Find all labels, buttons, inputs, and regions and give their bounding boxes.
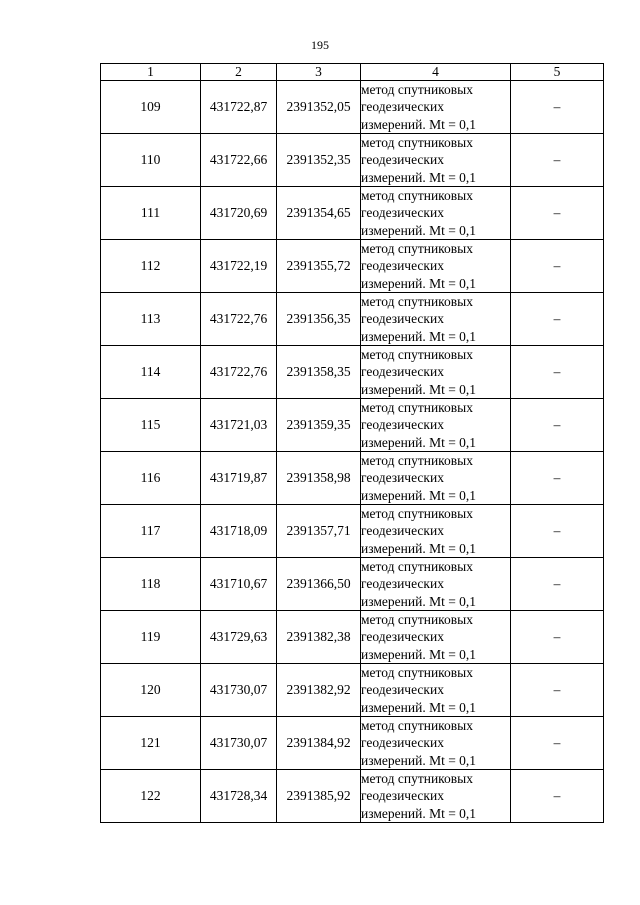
note: – [511,187,604,240]
point-number: 119 [101,611,201,664]
coord-x: 431722,76 [201,346,277,399]
coord-y: 2391385,92 [277,770,361,823]
note: – [511,505,604,558]
coord-x: 431722,87 [201,81,277,134]
method-description: метод спутниковых геодезических измерений. Mt = 0,1 [361,293,511,346]
header-col-3: 3 [277,64,361,81]
method-description: метод спутниковых геодезических измерений. Mt = 0,1 [361,717,511,770]
header-col-1: 1 [101,64,201,81]
coord-y: 2391357,71 [277,505,361,558]
point-number: 116 [101,452,201,505]
method-description: метод спутниковых геодезических измерений. Mt = 0,1 [361,81,511,134]
coord-x: 431722,66 [201,134,277,187]
coord-y: 2391366,50 [277,558,361,611]
table-header [101,64,604,81]
coord-y: 2391355,72 [277,240,361,293]
method-description: метод спутниковых геодезических измерений. Mt = 0,1 [361,505,511,558]
point-number: 121 [101,717,201,770]
point-number: 110 [101,134,201,187]
method-description: метод спутниковых геодезических измерений. Mt = 0,1 [361,664,511,717]
method-description: метод спутниковых геодезических измерений. Mt = 0,1 [361,399,511,452]
table-row [101,452,604,505]
coord-x: 431720,69 [201,187,277,240]
point-number: 109 [101,81,201,134]
point-number: 122 [101,770,201,823]
table-row [101,346,604,399]
coord-x: 431730,07 [201,717,277,770]
note: – [511,134,604,187]
note: – [511,293,604,346]
coord-x: 431721,03 [201,399,277,452]
coord-y: 2391352,35 [277,134,361,187]
note: – [511,611,604,664]
note: – [511,664,604,717]
table-row [101,611,604,664]
table-row [101,240,604,293]
table-row [101,187,604,240]
method-description: метод спутниковых геодезических измерений. Mt = 0,1 [361,240,511,293]
point-number: 111 [101,187,201,240]
point-number: 118 [101,558,201,611]
coord-x: 431718,09 [201,505,277,558]
table-row [101,293,604,346]
table-row [101,717,604,770]
coord-y: 2391384,92 [277,717,361,770]
point-number: 113 [101,293,201,346]
coord-y: 2391352,05 [277,81,361,134]
header-col-5: 5 [511,64,604,81]
note: – [511,770,604,823]
coord-x: 431722,76 [201,293,277,346]
note: – [511,452,604,505]
coordinates-table [100,63,604,823]
coord-y: 2391358,98 [277,452,361,505]
table-row [101,134,604,187]
note: – [511,717,604,770]
note: – [511,240,604,293]
table-body [101,81,604,823]
table-row [101,399,604,452]
point-number: 114 [101,346,201,399]
table-row [101,81,604,134]
coord-y: 2391382,92 [277,664,361,717]
point-number: 117 [101,505,201,558]
table-row [101,505,604,558]
header-col-4: 4 [361,64,511,81]
coord-y: 2391359,35 [277,399,361,452]
method-description: метод спутниковых геодезических измерений. Mt = 0,1 [361,187,511,240]
coord-y: 2391358,35 [277,346,361,399]
method-description: метод спутниковых геодезических измерений. Mt = 0,1 [361,770,511,823]
method-description: метод спутниковых геодезических измерений. Mt = 0,1 [361,611,511,664]
note: – [511,81,604,134]
note: – [511,558,604,611]
coord-y: 2391356,35 [277,293,361,346]
method-description: метод спутниковых геодезических измерений. Mt = 0,1 [361,558,511,611]
point-number: 120 [101,664,201,717]
method-description: метод спутниковых геодезических измерений. Mt = 0,1 [361,346,511,399]
coord-x: 431729,63 [201,611,277,664]
note: – [511,346,604,399]
table-row [101,558,604,611]
table-row [101,664,604,717]
method-description: метод спутниковых геодезических измерений. Mt = 0,1 [361,452,511,505]
point-number: 115 [101,399,201,452]
coord-x: 431728,34 [201,770,277,823]
coord-x: 431722,19 [201,240,277,293]
table-row [101,770,604,823]
header-col-2: 2 [201,64,277,81]
coord-y: 2391354,65 [277,187,361,240]
coord-x: 431719,87 [201,452,277,505]
page-number: 195 [311,38,329,52]
note: – [511,399,604,452]
coord-y: 2391382,38 [277,611,361,664]
coord-x: 431710,67 [201,558,277,611]
coord-x: 431730,07 [201,664,277,717]
point-number: 112 [101,240,201,293]
header-row [101,64,604,81]
method-description: метод спутниковых геодезических измерений. Mt = 0,1 [361,134,511,187]
